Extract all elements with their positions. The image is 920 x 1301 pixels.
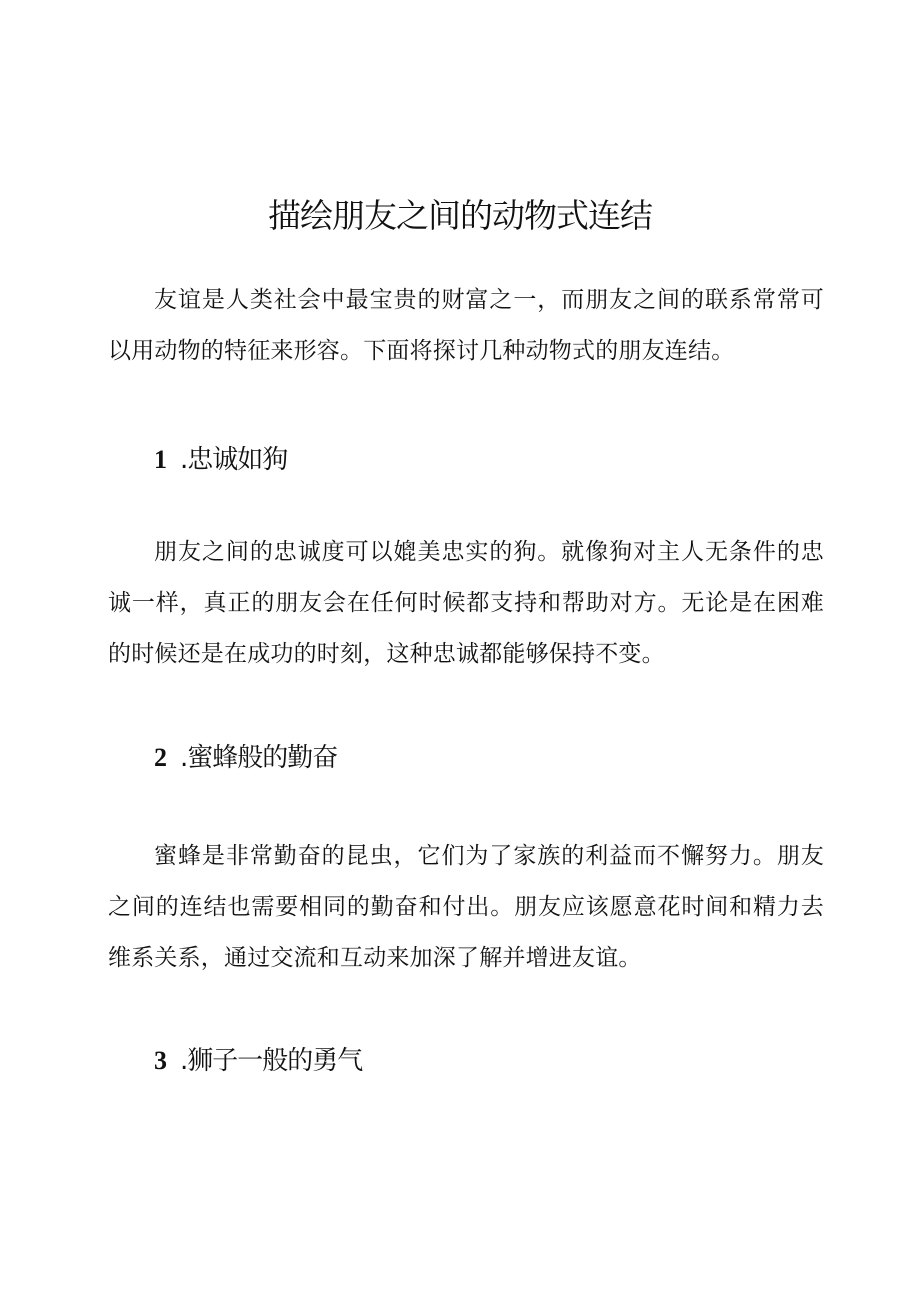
section-heading-1 [154,442,287,478]
section-title: .蜜蜂般的勤奋 [180,743,338,773]
intro-paragraph: 友谊是人类社会中最宝贵的财富之一，而朋友之间的联系常常可以用动物的特征来形容。下面将探讨几种动物式的朋友连结。 [108,287,824,364]
section-1-paragraph: 朋友之间的忠诚度可以媲美忠实的狗。就像狗对主人无条件的忠诚一样，真正的朋友会在任何时候都支持和帮助对方。无论是在困难的时候还是在成功的时刻，这种忠诚都能够保持不变。 [108,539,824,667]
section-heading-3 [154,1043,362,1079]
section-title: .狮子一般的勇气 [180,1046,363,1076]
section-2-paragraph: 蜜蜂是非常勤奋的昆虫，它们为了家族的利益而不懈努力。朋友之间的连结也需要相同的勤奋和付出。朋友应该愿意花时间和精力去维系关系，通过交流和互动来加深了解并增进友谊。 [108,843,824,971]
section-title: .忠诚如狗 [180,445,288,475]
document-title: 描绘朋友之间的动物式连结 [268,196,652,236]
section-heading-2 [154,740,337,776]
section-number: 2 [154,743,167,772]
section-number: 1 [154,445,167,474]
section-number: 3 [154,1046,167,1075]
